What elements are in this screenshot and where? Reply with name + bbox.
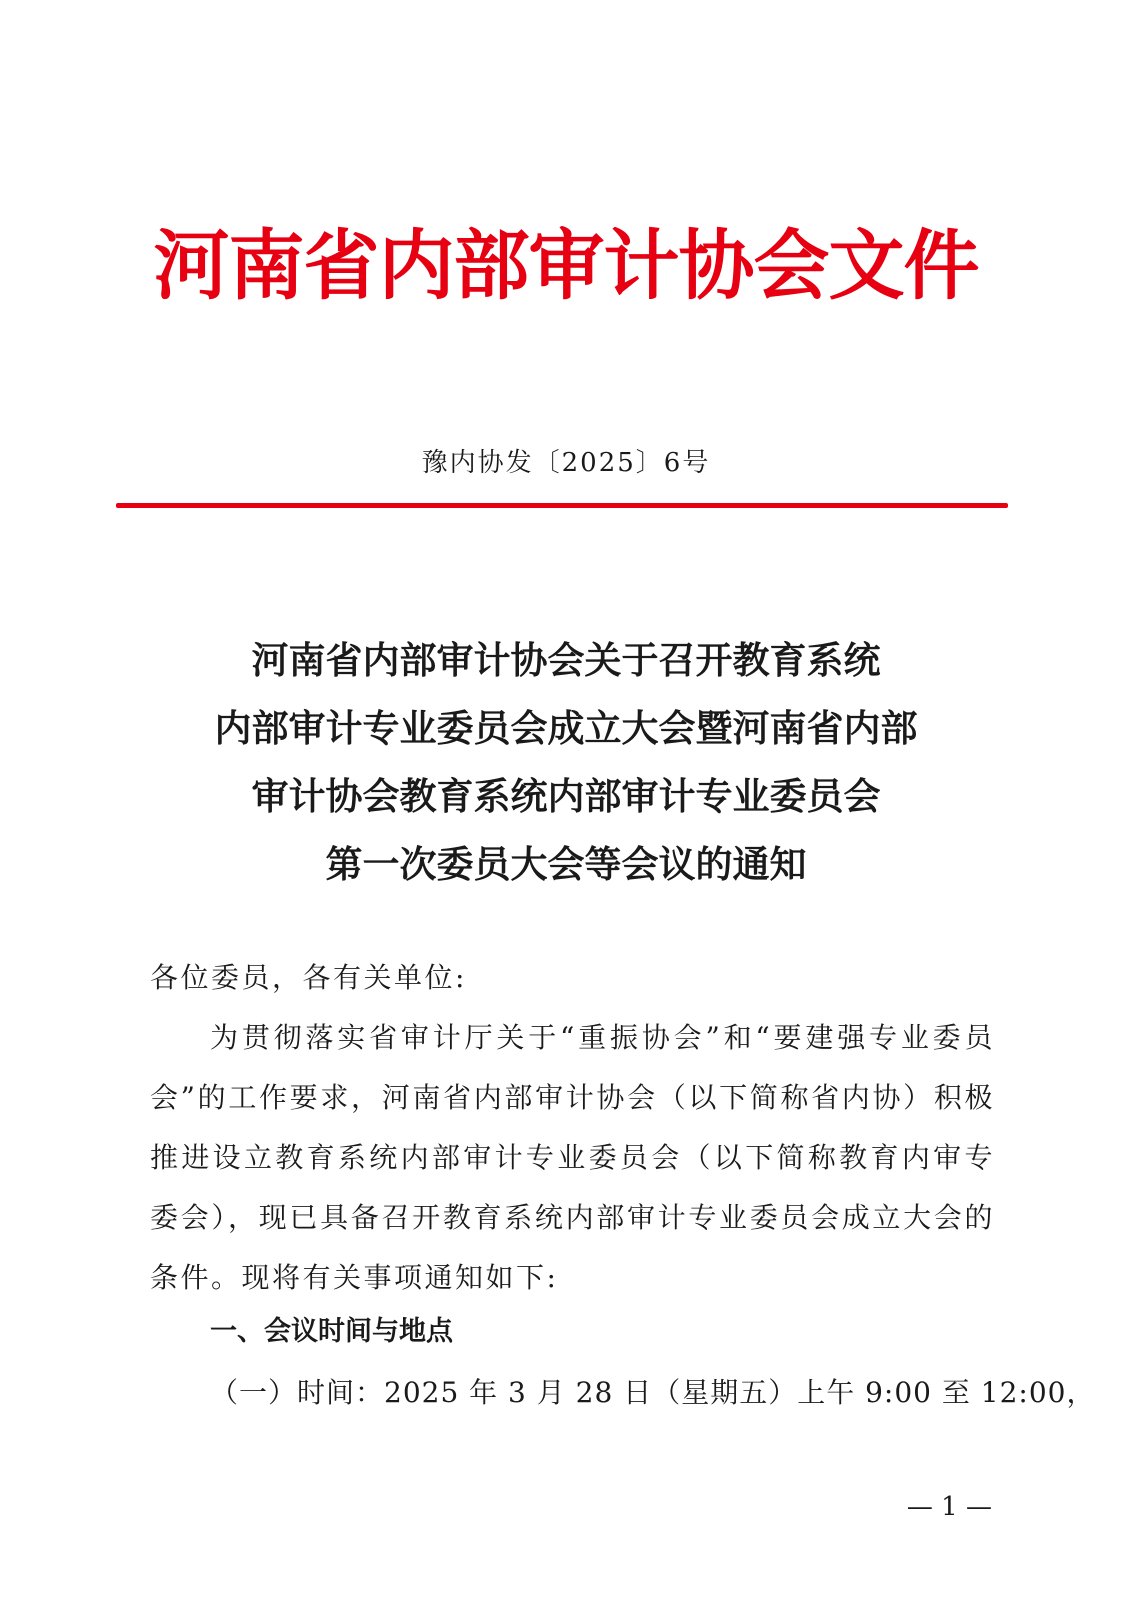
notice-title	[0, 626, 1132, 898]
section-heading-meeting-time-place: 一、会议时间与地点	[210, 1316, 453, 1347]
item-meeting-time: （一）时间：2025 年 3 月 28 日（星期五）上午 9:00 至 12:00，	[210, 1376, 1096, 1409]
salutation: 各位委员，各有关单位:	[150, 961, 467, 994]
intro-paragraph: 为贯彻落实省审计厅关于“重振协会”和“要建强专业委员会”的工作要求，河南省内部审计协会（以下简称省内协）积极推进设立教育系统内部审计专业委员会（以下简称教育内审专委会），现已具备召开教育系统内部审计专业委员会成立大会的条件。现将有关事项通知如下:	[150, 1021, 995, 1294]
document-header-title: 河南省内部审计协会文件	[153, 221, 979, 310]
notice-title-line-2: 内部审计专业委员会成立大会暨河南省内部	[214, 706, 918, 750]
document-number: 豫内协发〔2025〕6号	[421, 448, 711, 478]
notice-title-line-1: 河南省内部审计协会关于召开教育系统	[251, 638, 881, 682]
page-number: — 1 —	[906, 1492, 992, 1522]
notice-title-line-4: 第一次委员大会等会议的通知	[325, 842, 807, 886]
notice-title-line-3: 审计协会教育系统内部审计专业委员会	[251, 774, 881, 818]
red-divider-line	[116, 503, 1008, 508]
